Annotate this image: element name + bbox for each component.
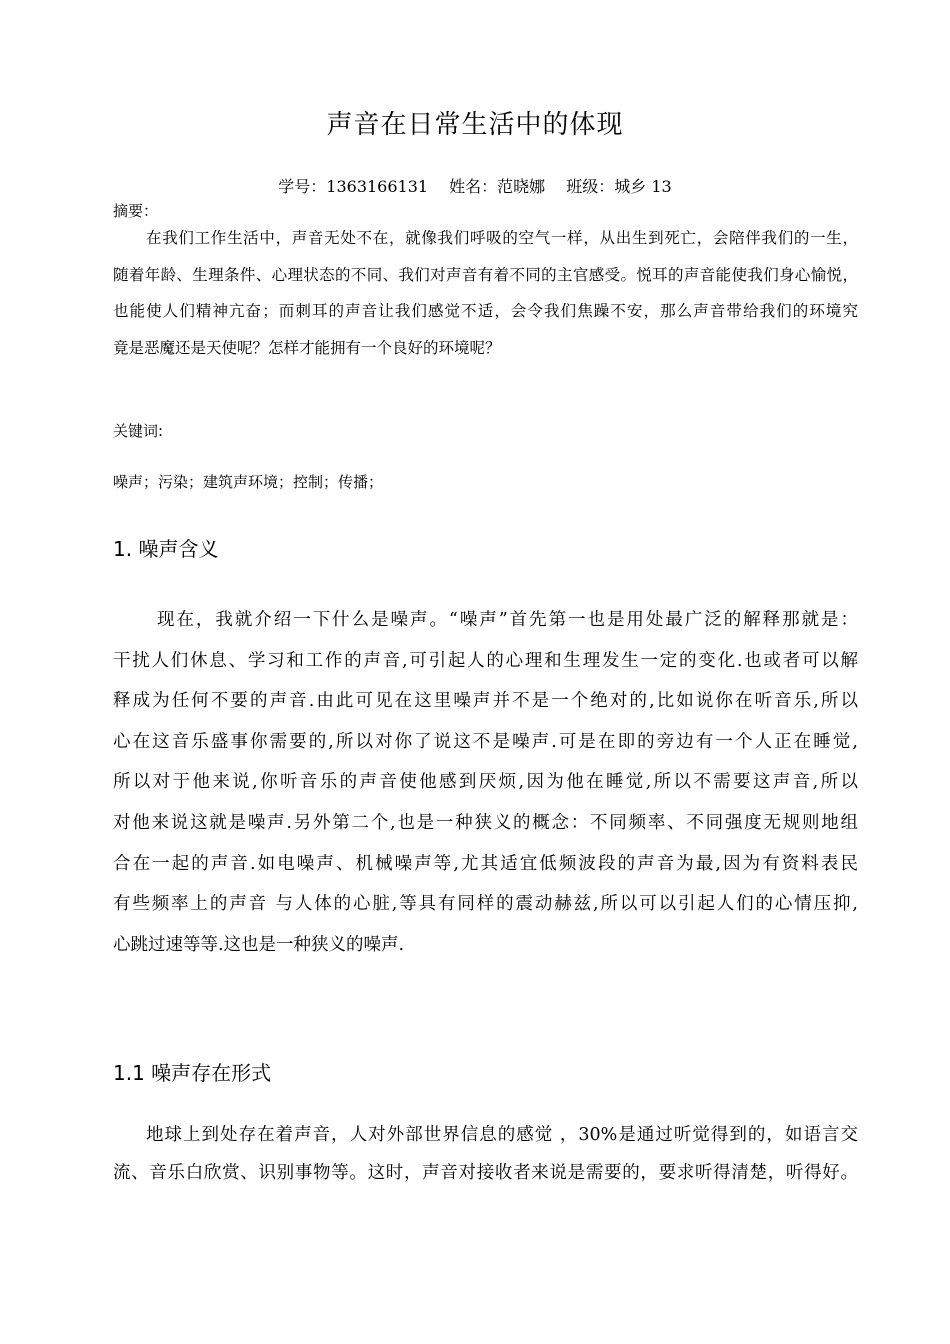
keywords-label: 关键词: <box>113 422 164 440</box>
author-info: 学号：1363166131 姓名：范晓娜 班级：城乡 13 <box>278 177 672 196</box>
abstract-line: 也能使人们精神亢奋；而刺耳的声音让我们感觉不适，会令我们焦躁不安，那么声音带给我们的环境究 <box>113 302 858 320</box>
abstract-line: 竟是恶魔还是天使呢？怎样才能拥有一个良好的环境呢？ <box>113 338 501 357</box>
abstract-line: 在我们工作生活中，声音无处不在，就像我们呼吸的空气一样，从出生到死亡，会陪伴我们的一生， <box>146 229 858 247</box>
section-body <box>113 600 858 965</box>
paragraph-line: 心在这音乐盛事你需要的,所以对你了说这不是噪声.可是在即的旁边有一个人正在睡觉, <box>113 731 858 752</box>
paragraph-line: 地球上到处存在着声音，人对外部世界信息的感觉 ，30%是通过听觉得到的，如语言交 <box>146 1125 858 1145</box>
document-title: 声音在日常生活中的体现 <box>326 110 624 140</box>
paragraph-line: 所以对于他来说,你听音乐的声音使他感到厌烦,因为他在睡觉,所以不需要这声音,所以 <box>113 772 858 793</box>
paragraph-line: 心跳过速等等.这也是一种狭义的噪声. <box>113 934 405 955</box>
paragraph-line: 合在一起的声音.如电噪声、机械噪声等,尤其适宜低频波段的声音为最,因为有资料表民 <box>113 853 858 874</box>
paragraph-line: 对他来说这就是噪声.另外第二个,也是一种狭义的概念：不同频率、不同强度无规则地组 <box>113 812 858 833</box>
abstract-line: 随着年龄、生理条件、心理状态的不同、我们对声音有着不同的主官感受。悦耳的声音能使我们身心愉悦， <box>113 265 858 284</box>
paragraph-line: 释成为任何不要的声音.由此可见在这里噪声并不是一个绝对的,比如说你在听音乐,所以 <box>113 691 858 712</box>
subsection-heading: 1.1 噪声存在形式 <box>113 1061 272 1085</box>
subsection-body <box>113 1116 858 1192</box>
paragraph-line: 流、音乐白欣赏、识别事物等。这时，声音对接收者来说是需要的，要求听得清楚，听得好。 <box>113 1163 858 1183</box>
section-heading: 1. 噪声含义 <box>113 537 219 561</box>
paragraph-line: 现在，我就介绍一下什么是噪声。“噪声”首先第一也是用处最广泛的解释那就是： <box>157 610 858 630</box>
keywords-list: 噪声；污染；建筑声环境；控制；传播； <box>113 473 384 491</box>
paragraph-line: 干扰人们休息、学习和工作的声音,可引起人的心理和生理发生一定的变化.也或者可以解 <box>113 650 858 671</box>
paragraph-line: 有些频率上的声音 与人体的心脏,等具有同样的震动赫兹,所以可以引起人们的心情压抑, <box>113 894 858 915</box>
abstract-body <box>113 220 858 366</box>
abstract-label: 摘要： <box>113 202 159 220</box>
